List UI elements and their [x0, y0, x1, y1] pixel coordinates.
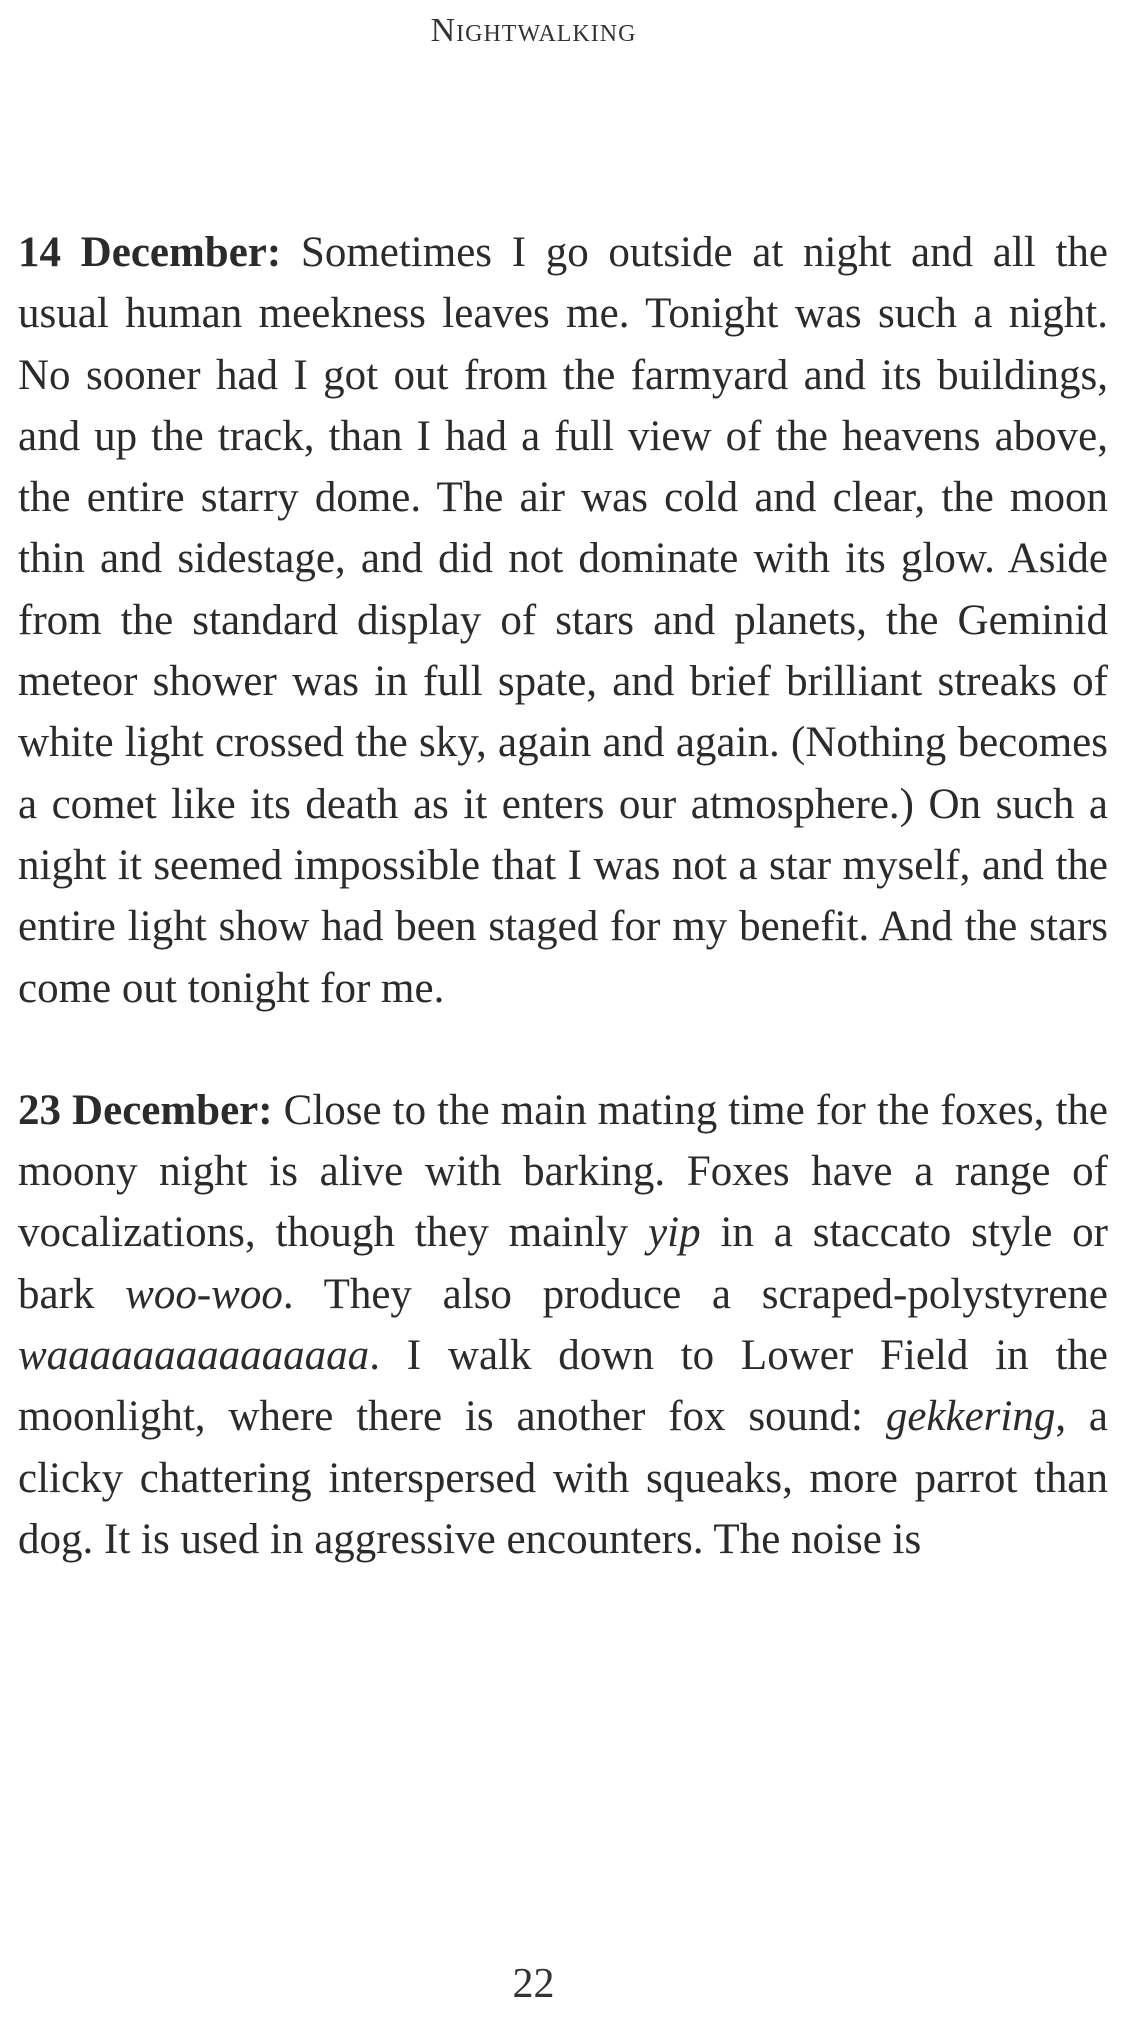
running-head — [0, 12, 1147, 50]
entry-text: Sometimes I go outside at night and all the usual human meekness leaves me. Tonight was such a night. No sooner had I got out from the farmyard and its buildings, and up the track, than I had a full view of the heavens above, the entire starry dome. The air was cold and clear, the moon thin and sidestage, and did not dominate with its glow. Aside from the standard display of stars and planets, the Geminid meteor shower was in full spate, and brief brilliant streaks of white light crossed the sky, again and again. (Nothing becomes a comet like its death as it enters our atmosphere.) On such a night it seemed impossible that I was not a star myself, and the entire light show had been staged for my benefit. And the stars come out tonight for me. — [18, 229, 1108, 1012]
entry-text: . They also produce a scraped-polystyrene — [282, 1270, 1108, 1318]
entry-date: 14 December: — [18, 229, 282, 276]
italic-term: waaaaaaaaaaaaaaa — [18, 1332, 370, 1380]
entry-text: , a clicky chattering interspersed with squeaks, more parrot than dog. It is used in aggressive encounters. The noise is — [18, 1393, 1108, 1563]
body-text — [18, 222, 1108, 1570]
diary-entry — [18, 222, 1108, 1019]
diary-entry — [18, 1080, 1108, 1570]
entry-text: . I walk down to Lower Field in the moonlight, where there is another fox sound: — [18, 1332, 1108, 1441]
entry-date: 23 December: — [18, 1086, 273, 1134]
italic-term: yip — [648, 1209, 701, 1257]
page-number — [0, 1960, 1147, 2008]
running-head-text: Nightwalking — [430, 12, 637, 49]
entry-text: Close to the main mating time for the foxes, the moony night is alive with barking. Foxes have a range of vocalizations, though they mainly — [18, 1086, 1108, 1257]
italic-term: gekkering — [885, 1393, 1056, 1441]
italic-term: woo-woo — [125, 1270, 283, 1318]
entry-text: in a staccato style or bark — [18, 1209, 1108, 1318]
page-number-text: 22 — [512, 1961, 555, 2007]
